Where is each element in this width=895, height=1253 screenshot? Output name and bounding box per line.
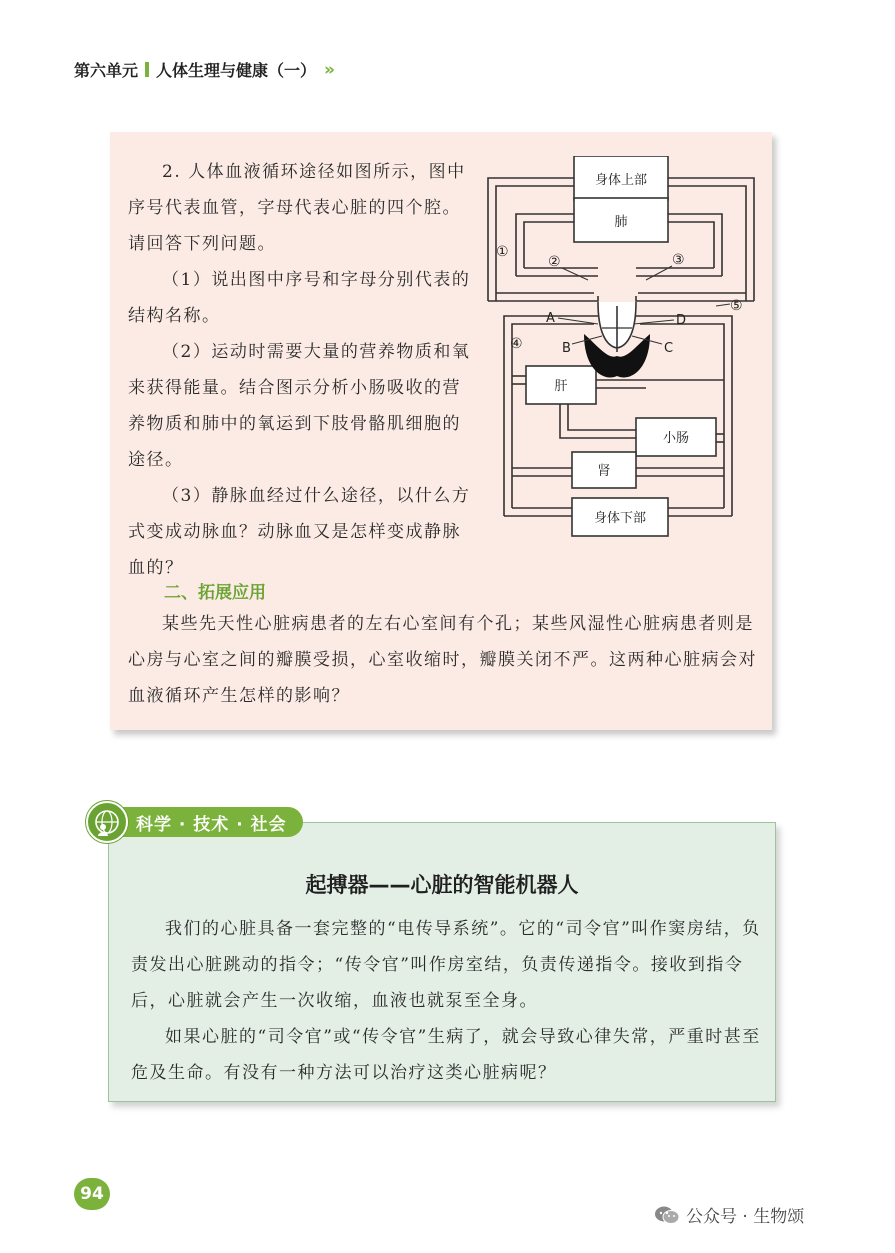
label-lower-body: 身体下部: [593, 511, 647, 526]
sts-title: 起搏器——心脏的智能机器人: [305, 873, 579, 897]
label-chamber-b: B: [562, 341, 571, 356]
unit-header: [74, 58, 332, 81]
label-vessel-1: ①: [496, 244, 509, 260]
unit-label: 第六单元: [74, 61, 139, 80]
watermark: [654, 1202, 804, 1227]
label-liver: 肝: [554, 379, 568, 394]
exercise-box: [110, 132, 772, 730]
circulation-diagram: [486, 156, 756, 556]
label-vessel-5: ⑤: [730, 298, 743, 314]
wechat-icon: [654, 1205, 680, 1225]
question-paragraph: （3）静脉血经过什么途径，以什么方式变成动脉血？动脉血又是怎样变成静脉血的？: [128, 486, 471, 578]
label-vessel-3: ③: [672, 252, 685, 268]
label-lung: 肺: [614, 215, 628, 230]
page-number: 94: [74, 1178, 110, 1210]
question-paragraph: （2）运动时需要大量的营养物质和氧来获得能量。结合图示分析小肠吸收的营养物质和肺中的氧运到下肢骨骼肌细胞的途径。: [128, 342, 471, 470]
label-intestine: 小肠: [662, 431, 690, 446]
heart-icon: [584, 302, 650, 377]
label-vessel-2: ②: [548, 254, 561, 270]
question-paragraph: 2. 人体血液循环途径如图所示，图中序号代表血管，字母代表心脏的四个腔。请回答下列问题。: [128, 162, 466, 254]
label-chamber-c: C: [664, 341, 674, 356]
chevron-right-icon: »: [324, 59, 333, 80]
question-paragraph: （1）说出图中序号和字母分别代表的结构名称。: [128, 270, 471, 326]
label-kidney: 肾: [597, 464, 611, 479]
watermark-text: 公众号 · 生物颂: [686, 1207, 805, 1227]
unit-title: 人体生理与健康（一）: [156, 61, 317, 80]
sts-paragraph: 我们的心脏具备一套完整的“电传导系统”。它的“司令官”叫作窦房结，负责发出心脏跳动的指令；“传令官”叫作房室结，负责传递指令。接收到指令后，心脏就会产生一次收缩，血液也就泵至全身。: [131, 919, 761, 1011]
sts-tag: [86, 802, 303, 842]
extension-heading: 二、拓展应用: [164, 583, 266, 603]
sts-paragraph: 如果心脏的“司令官”或“传令官”生病了，就会导致心律失常，严重时甚至危及生命。有没有一种方法可以治疗这类心脏病呢？: [131, 1027, 761, 1083]
sts-body: [131, 911, 761, 1091]
sts-box: [108, 822, 776, 1102]
label-upper-body: 身体上部: [594, 173, 648, 188]
extension-paragraph: 某些先天性心脏病患者的左右心室间有个孔；某些风湿性心脏病患者则是心房与心室之间的瓣膜受损，心室收缩时，瓣膜关闭不严。这两种心脏病会对血液循环产生怎样的影响？: [128, 614, 757, 706]
label-chamber-a: A: [546, 311, 555, 326]
label-vessel-4: ④: [510, 336, 523, 352]
globe-person-icon: [86, 801, 128, 843]
header-divider: [145, 62, 149, 77]
sts-tag-label: 科学 · 技术 · 社会: [112, 807, 303, 837]
question-column: [128, 154, 473, 586]
label-chamber-d: D: [676, 313, 687, 328]
